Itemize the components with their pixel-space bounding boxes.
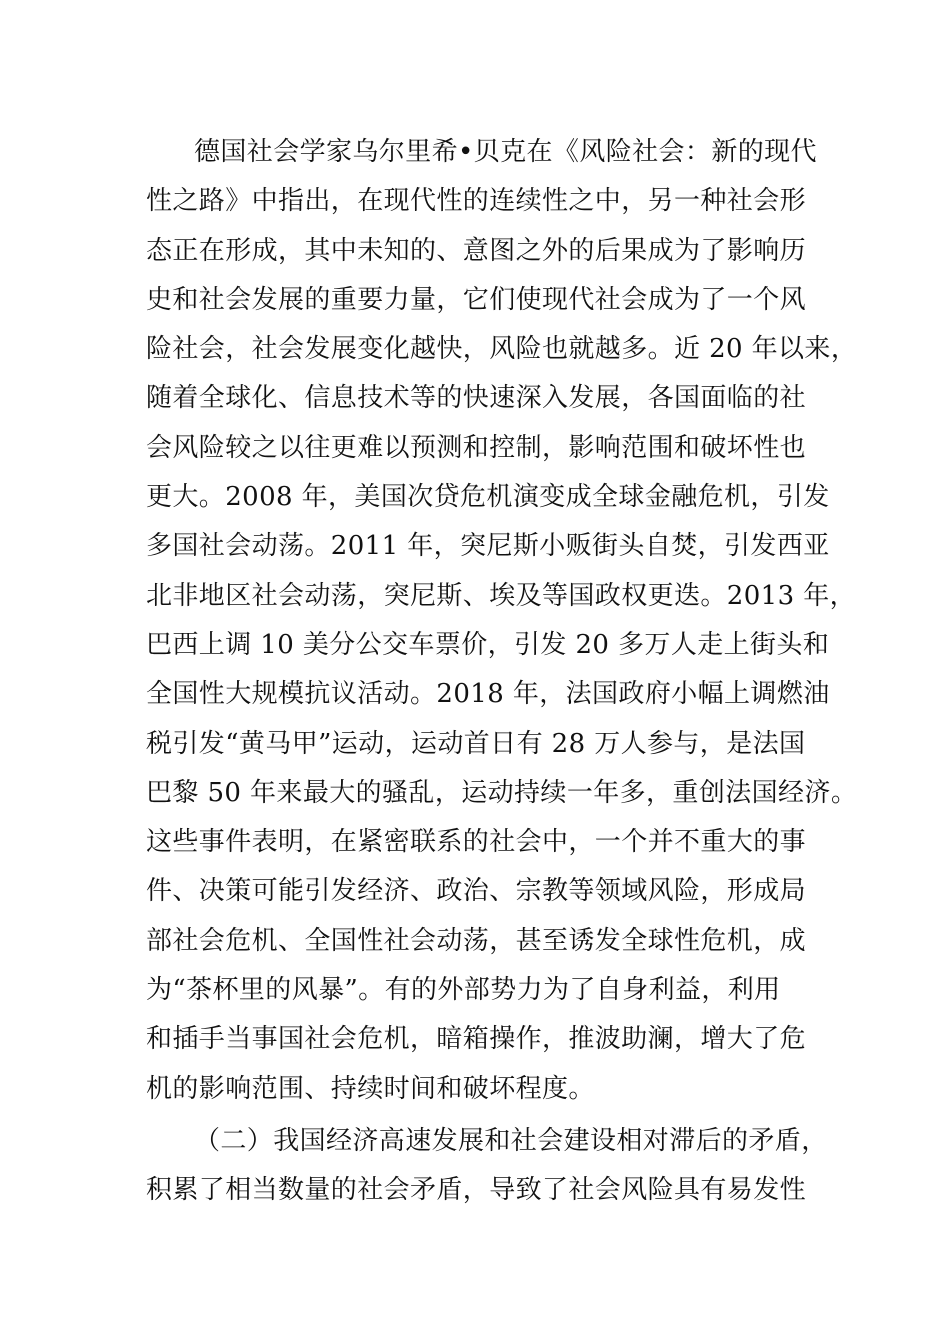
- paragraph-line: 这些事件表明，在紧密联系的社会中，一个并不重大的事: [146, 827, 807, 858]
- paragraph-line: 更大。2008 年，美国次贷危机演变成全球金融危机，引发: [146, 482, 830, 513]
- paragraph-line: （二）我国经济高速发展和社会建设相对滞后的矛盾，: [194, 1125, 828, 1156]
- paragraph-2: [146, 1117, 826, 1216]
- paragraph-line: 积累了相当数量的社会矛盾，导致了社会风险具有易发性: [146, 1175, 807, 1206]
- paragraph-line: 北非地区社会动荡，突尼斯、埃及等国政权更迭。2013 年，: [146, 580, 857, 611]
- paragraph-line: 巴黎 50 年来最大的骚乱，运动持续一年多，重创法国经济。: [146, 777, 858, 808]
- paragraph-line: 态正在形成，其中未知的、意图之外的后果成为了影响历: [146, 235, 807, 266]
- paragraph-line: 税引发“黄马甲”运动，运动首日有 28 万人参与，是法国: [146, 728, 806, 759]
- paragraph-line: 巴西上调 10 美分公交车票价，引发 20 多万人走上街头和: [146, 629, 830, 660]
- paragraph-line: 多国社会动荡。2011 年，突尼斯小贩街头自焚，引发西亚: [146, 531, 830, 562]
- paragraph-line: 件、决策可能引发经济、政治、宗教等领域风险，形成局: [146, 876, 807, 907]
- paragraph-line: 史和社会发展的重要力量，它们使现代社会成为了一个风: [146, 284, 807, 315]
- paragraph-line: 和插手当事国社会危机，暗箱操作，推波助澜，增大了危: [146, 1024, 807, 1055]
- paragraph-line: 机的影响范围、持续时间和破坏程度。: [146, 1073, 595, 1104]
- document-body: [146, 128, 858, 1216]
- paragraph-line: 部社会危机、全国性社会动荡，甚至诱发全球性危机，成: [146, 925, 807, 956]
- paragraph-line: 为“茶杯里的风暴”。有的外部势力为了自身利益，利用: [146, 975, 781, 1006]
- paragraph-line: 性之路》中指出，在现代性的连续性之中，另一种社会形: [146, 186, 807, 217]
- paragraph-line: 随着全球化、信息技术等的快速深入发展，各国面临的社: [146, 383, 807, 414]
- paragraph-line: 德国社会学家乌尔里希•贝克在《风险社会：新的现代: [194, 137, 817, 167]
- paragraph-line: 全国性大规模抗议活动。2018 年，法国政府小幅上调燃油: [146, 679, 830, 710]
- paragraph-1: [146, 128, 858, 1114]
- paragraph-line: 会风险较之以往更难以预测和控制，影响范围和破坏性也: [146, 432, 807, 463]
- paragraph-line: 险社会，社会发展变化越快，风险也就越多。近 20 年以来，: [146, 334, 858, 365]
